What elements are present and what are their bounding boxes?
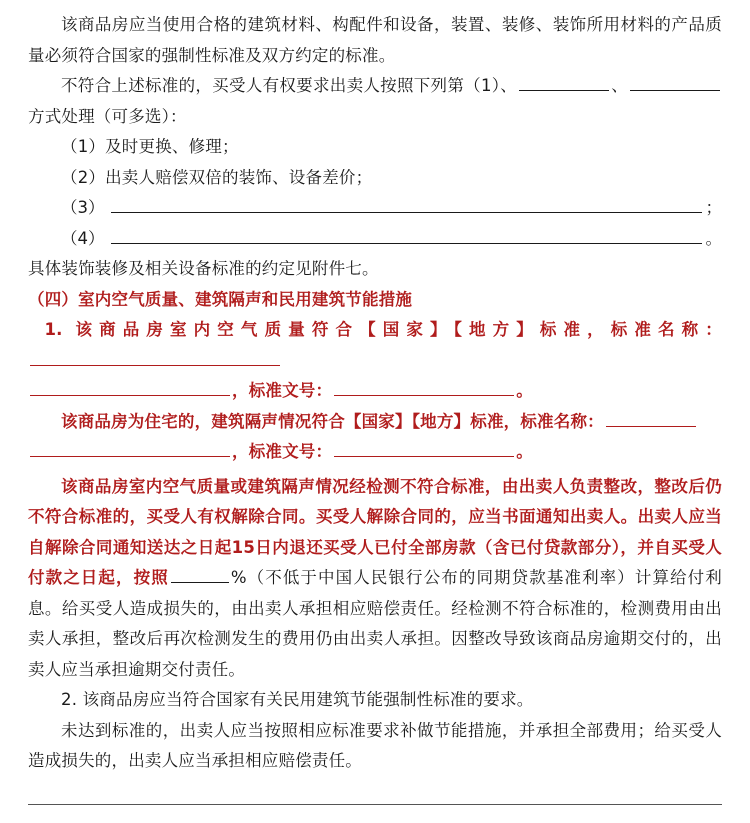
- list-item-4: [28, 224, 722, 255]
- list-item-2: [28, 163, 722, 194]
- clause-energy-saving-text: 2. 该商品房应当符合国家有关民用建筑节能强制性标准的要求。: [61, 690, 534, 709]
- paragraph-annex-text: 具体装饰装修及相关设备标准的约定见附件七。: [28, 259, 379, 278]
- clause-air-quality-cont: [28, 376, 722, 407]
- clause-sound-insulation: [28, 407, 722, 438]
- clause-energy-remedy-text: 未达到标准的，出卖人应当按照相应标准要求补做节能措施，并承担全部费用；给买受人造成损失的，出卖人应当承担相应赔偿责任。: [28, 720, 722, 770]
- blank-field-interest-rate[interactable]: [171, 565, 229, 583]
- paragraph-annex: [28, 254, 722, 285]
- list-item-3: [28, 193, 722, 224]
- blank-field-sound-standard-name[interactable]: [606, 409, 696, 427]
- paragraph-nonconformity: [28, 71, 722, 132]
- footer-divider: [28, 804, 722, 805]
- clause-air-quality: [28, 315, 722, 376]
- blank-field-option-2[interactable]: [519, 73, 609, 91]
- list-item-3-label: （3）: [61, 198, 105, 217]
- clause-air-quality-text-b: ，标准文号：: [232, 381, 333, 400]
- blank-field-air-standard-name[interactable]: [30, 348, 280, 366]
- paragraph-nonconformity-text-c: 方式处理（可多选）：: [28, 106, 187, 126]
- paragraph-materials: [28, 10, 722, 71]
- list-item-4-blank[interactable]: [111, 226, 702, 244]
- list-item-1-text: （1）及时更换、修理；: [61, 137, 239, 156]
- clause-sound-insulation-text-a: 该商品房为住宅的，建筑隔声情况符合【国家】【地方】标准，标准名称：: [61, 411, 604, 431]
- list-item-4-tail: 。: [705, 228, 722, 248]
- clause-sound-insulation-cont: [28, 437, 722, 468]
- section-heading-four-text: （四）室内空气质量、建筑隔声和民用建筑节能措施: [28, 289, 413, 309]
- clause-remedy-text-b: %（不低于中国人民银行公布的同期贷款基准利率）计算给付利息。给买受人造成损失的，由出卖人承担相应赔偿责任。经检测不符合标准的，检测费用由出卖人承担，整改后再次检测发生的费用仍由出卖人承担。因整改导致该商品房逾期交付的，出卖人应当承担逾期交付责任。: [28, 568, 722, 679]
- blank-field-sound-standard-number[interactable]: [334, 439, 514, 457]
- paragraph-nonconformity-text-b: 、: [611, 76, 628, 95]
- clause-sound-insulation-text-b: ，标准文号：: [232, 442, 333, 461]
- blank-field-option-3[interactable]: [630, 73, 720, 91]
- blank-field-air-standard-number[interactable]: [334, 378, 514, 396]
- clause-sound-insulation-text-c: 。: [516, 442, 533, 461]
- section-heading-four: [28, 285, 722, 316]
- clause-air-quality-text-c: 。: [516, 381, 533, 400]
- clause-remedy: [28, 472, 722, 686]
- clause-energy-saving: [28, 685, 722, 716]
- list-item-2-text: （2）出卖人赔偿双倍的装饰、设备差价；: [61, 167, 373, 187]
- list-item-4-label: （4）: [61, 228, 105, 248]
- list-item-3-tail: ；: [705, 198, 722, 217]
- clause-energy-remedy: [28, 716, 722, 777]
- clause-air-quality-text-a: 1. 该商品房室内空气质量符合【国家】【地方】标准，标准名称：: [44, 320, 722, 339]
- paragraph-materials-text: 该商品房应当使用合格的建筑材料、构配件和设备，装置、装修、装饰所用材料的产品质量必须符合国家的强制性标准及双方约定的标准。: [28, 15, 722, 65]
- paragraph-nonconformity-text-a: 不符合上述标准的，买受人有权要求出卖人按照下列第（1）、: [61, 76, 518, 95]
- list-item-1: [28, 132, 722, 163]
- list-item-3-blank[interactable]: [111, 195, 702, 213]
- blank-field-sound-standard-name-2[interactable]: [30, 439, 230, 457]
- clause-remedy-text-a: 该商品房室内空气质量或建筑隔声情况经检测不符合标准，由出卖人负责整改，整改后仍不符合标准的，买受人有权解除合同。买受人解除合同的，应当书面通知出卖人。出卖人应当自解除合同通知送达之日起15日内退还买受人已付全部房款（含已付贷款部分），并自买受人付款之日起，按照: [28, 476, 722, 587]
- blank-field-air-standard-name-2[interactable]: [30, 378, 230, 396]
